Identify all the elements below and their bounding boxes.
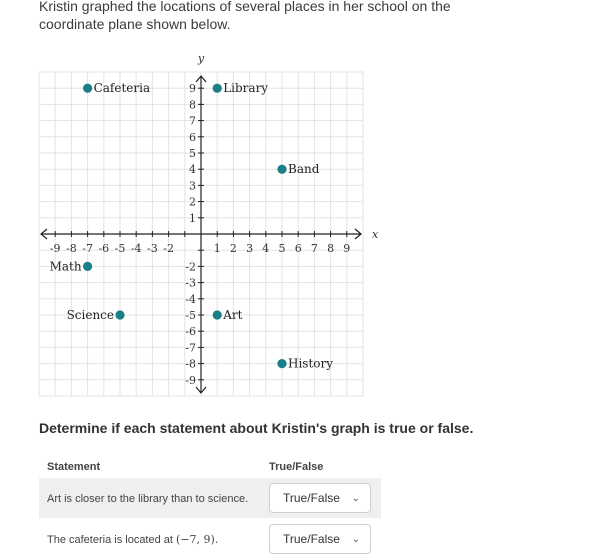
y-tick-label: 9 [189, 82, 196, 96]
y-tick-label: -9 [185, 373, 196, 387]
x-tick-label: 8 [327, 242, 335, 255]
x-tick-label: 2 [229, 242, 237, 255]
x-tick-label: 1 [213, 242, 221, 255]
data-point-label: Math [49, 259, 82, 274]
chevron-down-icon: ⌄ [351, 533, 360, 545]
data-point-label: Library [223, 81, 269, 96]
data-point [213, 310, 222, 319]
x-axis-label: x [372, 228, 379, 241]
true-false-dropdown[interactable] [269, 483, 371, 513]
data-point-label: History [288, 356, 334, 371]
x-tick-label: 5 [278, 242, 286, 255]
statement-math: (−7, 9). [176, 532, 219, 546]
chevron-down-icon: ⌄ [351, 492, 360, 504]
x-tick-label: -8 [66, 242, 77, 255]
statement-text [39, 492, 269, 505]
data-point [83, 262, 92, 271]
statements-table [39, 456, 381, 560]
y-tick-label: 8 [189, 98, 196, 112]
table-row [39, 478, 381, 518]
x-tick-label: 7 [310, 242, 318, 255]
x-tick-label: 3 [246, 242, 254, 255]
x-tick-label: -6 [98, 242, 110, 255]
data-point-label: Cafeteria [93, 81, 151, 96]
statement-label: The cafeteria is located at [47, 533, 173, 546]
y-tick-label: 3 [189, 179, 196, 193]
question-prompt: Determine if each statement about Kristin's graph is true or false. [39, 420, 474, 436]
data-point-label: Science [66, 308, 114, 322]
data-point [83, 84, 92, 93]
data-point [115, 310, 124, 319]
table-row [39, 519, 381, 559]
dropdown-value: True/False [283, 491, 340, 505]
x-tick-label: 4 [262, 242, 270, 255]
y-tick-label: -7 [185, 341, 196, 355]
y-tick-label: -4 [185, 292, 196, 306]
statement-text [39, 533, 269, 546]
y-tick-label: 4 [189, 163, 196, 177]
data-point [277, 359, 286, 368]
axes [41, 76, 361, 393]
table-header [39, 456, 381, 478]
y-tick-label: -3 [185, 276, 196, 290]
y-tick-label: 2 [189, 195, 196, 209]
statement-label: Art is closer to the library than to science. [47, 492, 249, 505]
data-point [277, 165, 286, 174]
header-statement: Statement [47, 461, 101, 473]
y-axis-label: y [197, 52, 205, 65]
x-tick-label: -4 [130, 242, 142, 255]
x-tick-label: 9 [343, 242, 351, 255]
y-tick-label: -6 [185, 325, 196, 339]
data-point [213, 84, 222, 93]
x-tick-label: 6 [294, 242, 302, 255]
true-false-dropdown[interactable] [269, 524, 371, 554]
data-point-label: Band [288, 162, 320, 177]
y-tick-label: 1 [189, 211, 196, 225]
x-tick-label: -7 [82, 242, 93, 255]
data-point-label: Art [223, 308, 243, 322]
x-tick-label: -5 [114, 242, 126, 255]
x-tick-label: -3 [147, 242, 158, 255]
x-tick-label: -2 [163, 242, 174, 255]
y-tick-label: -8 [185, 357, 196, 371]
header-true-false: True/False [269, 461, 324, 473]
dropdown-value: True/False [283, 532, 340, 546]
y-tick-label: 5 [189, 147, 196, 160]
y-tick-label: -2 [185, 260, 196, 274]
x-tick-label: -9 [49, 242, 61, 255]
y-tick-label: 7 [189, 114, 196, 128]
problem-intro: Kristin graphed the locations of several places in her school on the coordinate plane shown below. [39, 0, 451, 32]
y-tick-label: -5 [185, 309, 196, 322]
y-tick-label: 6 [189, 130, 196, 144]
